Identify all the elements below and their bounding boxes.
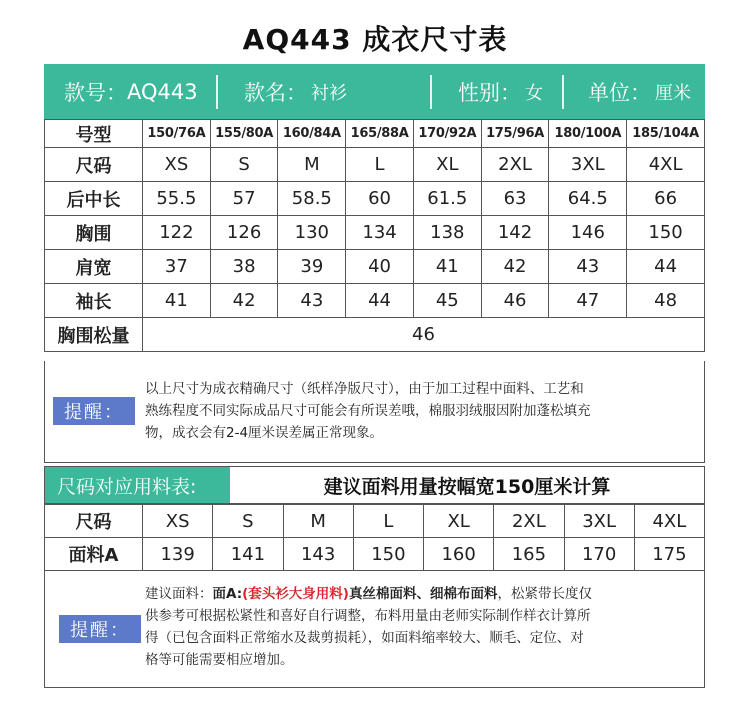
- table-cell: 40: [346, 250, 414, 284]
- table-cell: 2XL: [494, 505, 564, 538]
- table-cell: 146: [549, 216, 627, 250]
- reminder-badge: 提醒：: [53, 397, 135, 425]
- row-label: 尺码: [45, 505, 143, 538]
- table-cell: L: [353, 505, 423, 538]
- table-row: [45, 250, 705, 284]
- table-cell: 122: [143, 216, 211, 250]
- table-row: [45, 216, 705, 250]
- table-cell: 44: [346, 284, 414, 318]
- page-title: AQ443 成衣尺寸表: [242, 23, 508, 56]
- table-cell: XS: [143, 505, 213, 538]
- table-cell: 185/104A: [627, 120, 705, 148]
- gender-value: 女: [525, 82, 543, 104]
- name-cell: [218, 64, 430, 119]
- unit-cell: [564, 64, 705, 119]
- table-cell: XL: [424, 505, 494, 538]
- table-cell: 43: [278, 284, 346, 318]
- table-cell: 170: [564, 538, 634, 571]
- table-cell: 160: [424, 538, 494, 571]
- unit-label: 单位：: [588, 80, 651, 105]
- table-cell: 155/80A: [210, 120, 278, 148]
- table-cell: 170/92A: [413, 120, 481, 148]
- fabric-table: [44, 504, 705, 571]
- table-cell: 60: [346, 182, 414, 216]
- fabric-section-header: [44, 466, 705, 504]
- table-cell: 175/96A: [481, 120, 549, 148]
- table-row: [45, 284, 705, 318]
- table-cell: 39: [278, 250, 346, 284]
- table-cell: 38: [210, 250, 278, 284]
- table-cell: 160/84A: [278, 120, 346, 148]
- name-value: 衬衫: [311, 82, 347, 104]
- name-label: 款名：: [244, 80, 307, 105]
- table-cell: 66: [627, 182, 705, 216]
- table-cell: 45: [413, 284, 481, 318]
- table-cell: 165: [494, 538, 564, 571]
- table-cell: 46: [481, 284, 549, 318]
- table-cell: 47: [549, 284, 627, 318]
- row-label: 袖长: [45, 284, 143, 318]
- table-cell: 138: [413, 216, 481, 250]
- table-cell: 42: [210, 284, 278, 318]
- ease-value: 46: [143, 318, 705, 352]
- table-cell: 37: [143, 250, 211, 284]
- fabric-names: 真丝棉面料、细棉布面料: [348, 586, 498, 602]
- table-cell: 41: [413, 250, 481, 284]
- reminder-line: 得（已包含面料正常缩水及裁剪损耗），如面料缩率较大、顺毛、定位、对: [145, 630, 584, 646]
- table-cell: 142: [481, 216, 549, 250]
- table-cell: 130: [278, 216, 346, 250]
- table-cell: 58.5: [278, 182, 346, 216]
- reminder-line: 物，成衣会有2-4厘米误差属正常现象。: [145, 425, 384, 441]
- table-cell: 126: [210, 216, 278, 250]
- table-cell: 64.5: [549, 182, 627, 216]
- table-cell: 41: [143, 284, 211, 318]
- row-label: 号型: [45, 120, 143, 148]
- table-cell: 63: [481, 182, 549, 216]
- table-cell: XS: [143, 148, 211, 182]
- reminder-line: 供参考可根据松紧性和喜好自行调整，布料用量由老师实际制作样衣计算所: [145, 608, 591, 624]
- reminder-line: 熟练程度不同实际成品尺寸可能会有所误差哦，棉服羽绒服因附加蓬松填充: [145, 403, 591, 419]
- table-cell: 2XL: [481, 148, 549, 182]
- table-cell: M: [283, 505, 353, 538]
- table-cell: 150: [353, 538, 423, 571]
- style-no-label: 款号：: [64, 80, 127, 105]
- table-cell: S: [210, 148, 278, 182]
- table-row: [45, 505, 705, 538]
- row-label: 后中长: [45, 182, 143, 216]
- unit-value: 厘米: [655, 82, 691, 104]
- table-cell: 61.5: [413, 182, 481, 216]
- row-label: 胸围: [45, 216, 143, 250]
- table-cell: 134: [346, 216, 414, 250]
- fabric-reminder-note: [44, 571, 705, 688]
- table-cell: 4XL: [634, 505, 704, 538]
- table-row: [45, 120, 705, 148]
- reminder-badge: 提醒：: [59, 615, 141, 643]
- reminder-note: [44, 361, 705, 463]
- table-cell: S: [213, 505, 283, 538]
- fabric-prefix: 建议面料：: [145, 586, 213, 602]
- reminder-line: 格等可能需要相应增加。: [145, 652, 294, 668]
- table-cell: 143: [283, 538, 353, 571]
- table-cell: 165/88A: [346, 120, 414, 148]
- table-cell: 44: [627, 250, 705, 284]
- gender-label: 性别：: [458, 80, 521, 105]
- fabric-section-title: 建议面料用量按幅宽150厘米计算: [323, 475, 611, 498]
- fabric-section-label: 尺码对应用料表:: [45, 467, 230, 503]
- table-cell: XL: [413, 148, 481, 182]
- size-table: [44, 119, 705, 352]
- table-cell: 180/100A: [549, 120, 627, 148]
- table-cell: 150: [627, 216, 705, 250]
- table-cell: 150/76A: [143, 120, 211, 148]
- table-cell: 141: [213, 538, 283, 571]
- style-no-cell: [44, 64, 216, 119]
- table-cell: M: [278, 148, 346, 182]
- row-label: 肩宽: [45, 250, 143, 284]
- table-cell: 55.5: [143, 182, 211, 216]
- reminder-line: 以上尺寸为成衣精确尺寸（纸样净版尺寸），由于加工过程中面料、工艺和: [145, 381, 584, 397]
- table-cell: 139: [143, 538, 213, 571]
- row-label: 面料A: [45, 538, 143, 571]
- reminder-line: [145, 583, 592, 605]
- gender-cell: [432, 64, 562, 119]
- fabric-reminder-text: [145, 583, 592, 671]
- line-rest: ，松紧带长度仅: [497, 586, 592, 602]
- row-label: 尺码: [45, 148, 143, 182]
- ease-label: 胸围松量: [45, 318, 143, 352]
- table-cell: L: [346, 148, 414, 182]
- reminder-text: [145, 378, 591, 444]
- fabric-a-label: 面A:: [212, 586, 243, 602]
- table-cell: 43: [549, 250, 627, 284]
- table-cell: 3XL: [564, 505, 634, 538]
- table-row: [45, 182, 705, 216]
- table-cell: 4XL: [627, 148, 705, 182]
- table-row: [45, 318, 705, 352]
- table-row: [45, 538, 705, 571]
- table-cell: 3XL: [549, 148, 627, 182]
- table-cell: 42: [481, 250, 549, 284]
- table-cell: 48: [627, 284, 705, 318]
- header-bar: [44, 64, 705, 119]
- table-cell: 175: [634, 538, 704, 571]
- table-cell: 57: [210, 182, 278, 216]
- highlight-text: (套头衫大身用料): [242, 586, 349, 602]
- table-row: [45, 148, 705, 182]
- style-no-value: AQ443: [127, 79, 198, 104]
